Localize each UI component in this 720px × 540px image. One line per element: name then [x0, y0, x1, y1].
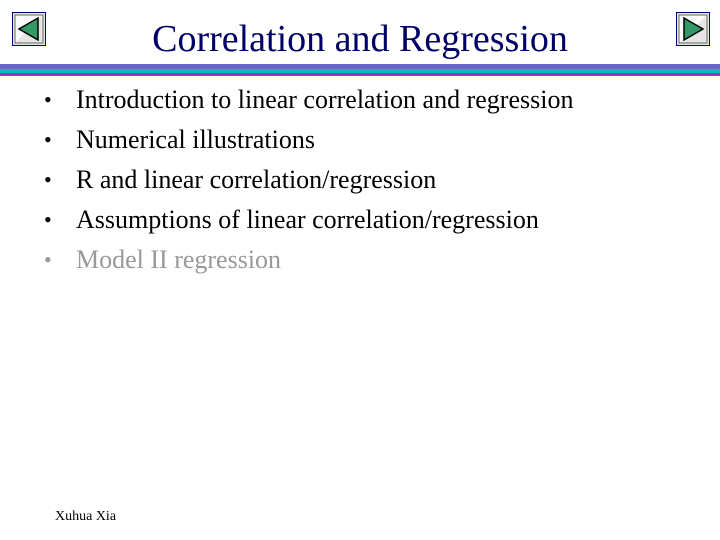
bullet-marker: •	[44, 127, 52, 152]
bullet-item	[44, 80, 704, 120]
bullet-marker: •	[44, 167, 52, 192]
bullet-text: R and linear correlation/regression	[76, 165, 437, 194]
bullet-text: Introduction to linear correlation and regression	[76, 85, 574, 114]
footer-author: Xuhua Xia	[55, 509, 117, 524]
bullet-item	[44, 240, 704, 280]
bullet-text: Model II regression	[76, 245, 282, 274]
bullet-item	[44, 120, 704, 160]
bullet-item	[44, 160, 704, 200]
title-rule-bottom	[0, 73, 720, 76]
bullet-text: Assumptions of linear correlation/regression	[76, 205, 539, 234]
triangle-right-icon	[676, 12, 710, 46]
next-slide-button[interactable]	[676, 12, 710, 46]
bullet-marker: •	[44, 247, 52, 272]
bullet-item	[44, 200, 704, 240]
bullet-text: Numerical illustrations	[76, 125, 316, 154]
bullet-list	[44, 80, 704, 280]
bullet-marker: •	[44, 87, 52, 112]
bullet-marker: •	[44, 207, 52, 232]
slide-title: Correlation and Regression	[152, 18, 568, 60]
